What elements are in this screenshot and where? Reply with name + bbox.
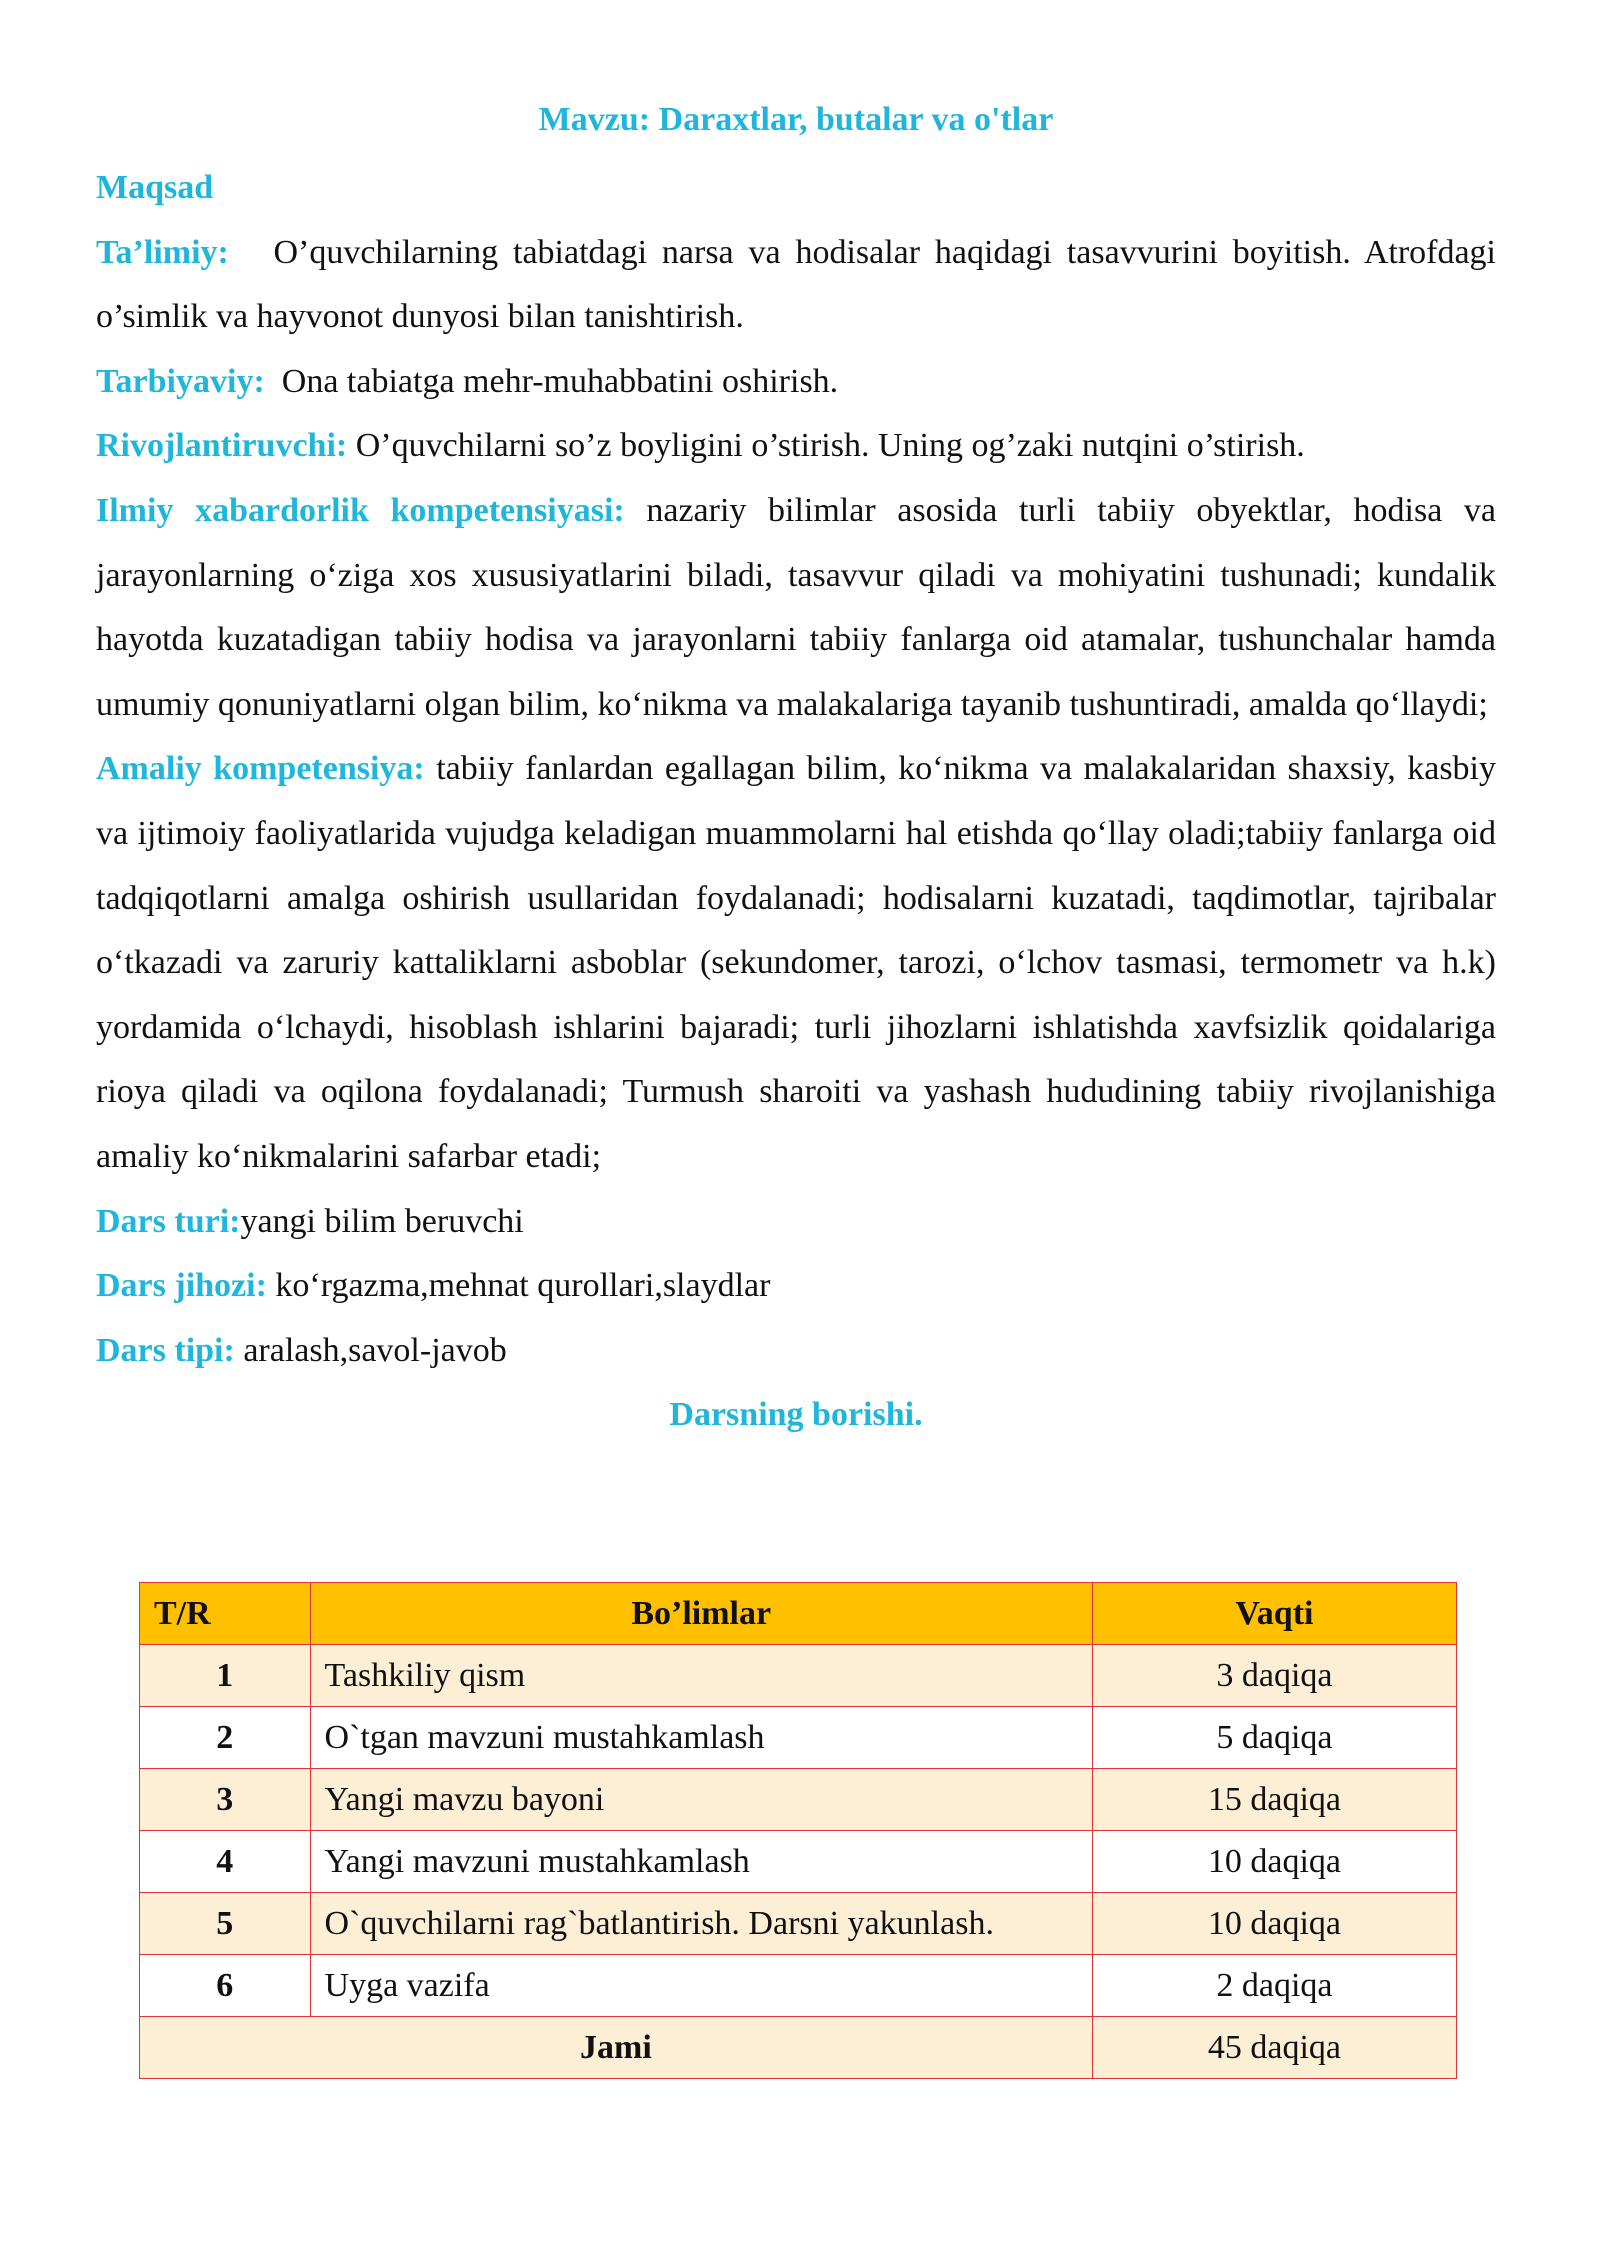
goal-heading (96, 156, 1496, 221)
row-number: 6 (140, 1955, 311, 2017)
header-time: Vaqti (1092, 1583, 1456, 1645)
row-time: 10 daqiqa (1092, 1831, 1456, 1893)
lesson-plan-table (139, 1582, 1457, 2079)
row-time: 15 daqiqa (1092, 1769, 1456, 1831)
row-time: 10 daqiqa (1092, 1893, 1456, 1955)
table-total-row (140, 2017, 1457, 2079)
row-number: 1 (140, 1645, 311, 1707)
scientific-competence-label: Ilmiy xabardorlik kompetensiyasi: (96, 491, 625, 529)
educational-goal (96, 221, 1496, 350)
lesson-equipment-label: Dars jihozi: (96, 1267, 267, 1305)
total-label: Jami (140, 2017, 1093, 2079)
row-time: 2 daqiqa (1092, 1955, 1456, 2017)
row-number: 3 (140, 1769, 311, 1831)
row-time: 5 daqiqa (1092, 1707, 1456, 1769)
row-number: 4 (140, 1831, 311, 1893)
practical-competence (96, 737, 1496, 1189)
table-row (140, 1645, 1457, 1707)
upbringing-goal-text: Ona tabiatga mehr-muhabbatini oshirish. (281, 362, 839, 400)
developmental-goal-text: O’quvchilarni so’z boyligini o’stirish. Uning og’zaki nutqini o’stirish. (355, 427, 1305, 465)
row-time: 3 daqiqa (1092, 1645, 1456, 1707)
table-row (140, 1831, 1457, 1893)
row-section: O`quvchilarni rag`batlantirish. Darsni yakunlash. (310, 1893, 1092, 1955)
table-header-row (140, 1583, 1457, 1645)
lesson-type-label: Dars turi: (96, 1202, 241, 1240)
table-row (140, 1893, 1457, 1955)
lesson-type (96, 1190, 1496, 1255)
row-section: Yangi mavzuni mustahkamlash (310, 1831, 1092, 1893)
table-row (140, 1955, 1457, 2017)
developmental-goal-label: Rivojlantiruvchi: (96, 427, 348, 465)
lesson-kind (96, 1319, 1496, 1384)
upbringing-goal (96, 350, 1496, 415)
upbringing-goal-label: Tarbiyaviy: (96, 362, 265, 400)
row-number: 2 (140, 1707, 311, 1769)
total-time: 45 daqiqa (1092, 2017, 1456, 2079)
row-section: Yangi mavzu bayoni (310, 1769, 1092, 1831)
lesson-kind-text: aralash,savol-javob (243, 1331, 507, 1369)
educational-goal-label: Ta’limiy: (96, 233, 229, 271)
practical-competence-text: tabiiy fanlardan egallagan bilim, ko‘nikma va malakalaridan shaxsiy, kasbiy va ijtimoiy faoliyatlarida vujudga keladigan muammolarni hal etishda qo‘llay oladi;tabiiy fanlarga oid tadqiqotlarni amalga oshirish usullaridan foydalanadi; hodisalarni kuzatadi, taqdimotlar, tajribalar o‘tkazadi va zaruriy kattaliklarni asboblar (sekundomer, tarozi, o‘lchov tasmasi, termometr va h.k) yordamida o‘lchaydi, hisoblash ishlarini bajaradi; turli jihozlarni ishlatishda xavfsizlik qoidalariga rioya qiladi va oqilona foydalanadi; Turmush sharoiti va yashash hududining tabiiy rivojlanishiga amaliy ko‘nikmalarini safarbar etadi; (96, 750, 1497, 1175)
lesson-equipment (96, 1254, 1496, 1319)
scientific-competence (96, 479, 1496, 737)
table-row (140, 1769, 1457, 1831)
lesson-flow-title: Darsning borishi. (669, 1396, 923, 1434)
row-section: Uyga vazifa (310, 1955, 1092, 2017)
table-row (140, 1707, 1457, 1769)
document-page (96, 92, 1497, 2066)
lesson-kind-label: Dars tipi: (96, 1331, 235, 1369)
row-section: O`tgan mavzuni mustahkamlash (310, 1707, 1092, 1769)
row-number: 5 (140, 1893, 311, 1955)
lesson-equipment-text: ko‘rgazma,mehnat qurollari,slaydlar (275, 1267, 771, 1305)
scientific-competence-text: nazariy bilimlar asosida turli tabiiy obyektlar, hodisa va jarayonlarning o‘ziga xos xususiyatlarini biladi, tasavvur qiladi va mohiyatini tushunadi; kundalik hayotda kuzatadigan tabiiy hodisa va jarayonlarni tabiiy fanlarga oid atamalar, tushunchalar hamda umumiy qonuniyatlarni olgan bilim, ko‘nikma va malakalariga tayanib tushuntiradi, amalda qo‘llaydi; (96, 491, 1496, 723)
row-section: Tashkiliy qism (310, 1645, 1092, 1707)
goal-label: Maqsad (96, 169, 214, 206)
developmental-goal (96, 414, 1496, 479)
header-number: T/R (140, 1583, 311, 1645)
practical-competence-label: Amaliy kompetensiya: (96, 750, 425, 788)
educational-goal-text: O’quvchilarning tabiatdagi narsa va hodisalar haqidagi tasavvurini boyitish. Atrofdagi o’simlik va hayvonot dunyosi bilan tanishtirish. (96, 233, 1496, 336)
header-sections: Bo’limlar (310, 1583, 1092, 1645)
lesson-type-text: yangi bilim beruvchi (240, 1202, 524, 1240)
document-title: Mavzu: Daraxtlar, butalar va o'tlar (538, 101, 1054, 138)
